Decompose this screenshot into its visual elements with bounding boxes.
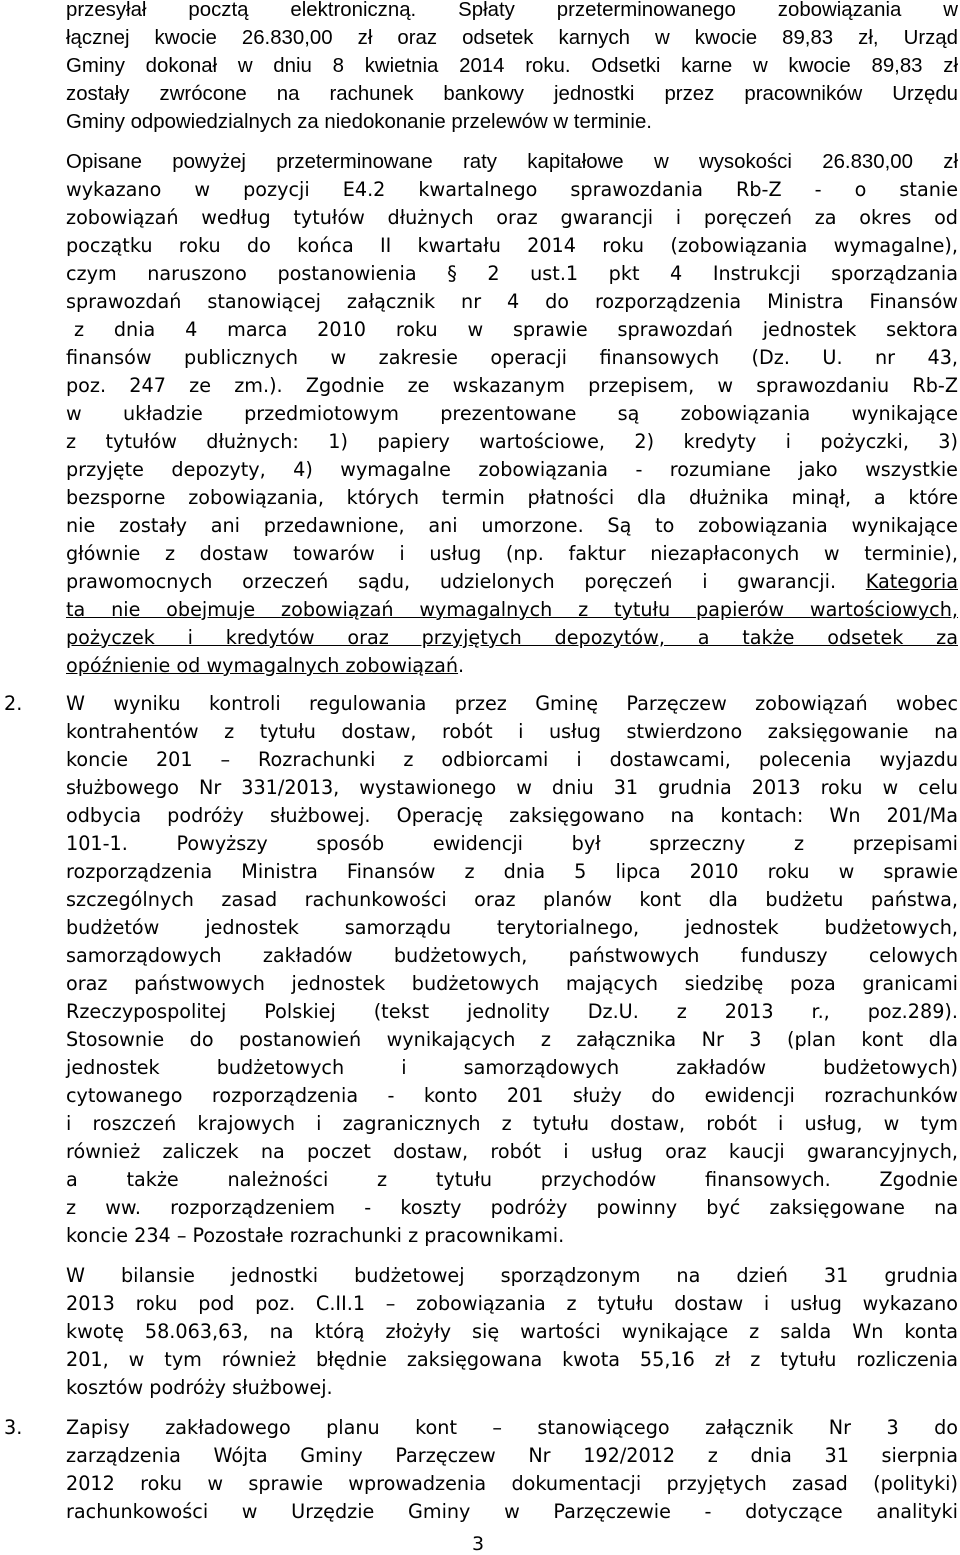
text-line: koncie 234 – Pozostałe rozrachunki z pracownikami. xyxy=(66,1224,565,1247)
text-line: samorządowych zakładów budżetowych, państwowych funduszy celowych xyxy=(66,944,958,967)
text-line xyxy=(66,652,958,680)
page-number: 3 xyxy=(472,1533,485,1555)
text-line: rachunkowości w Urzędzie Gminy w Parzęczewie - dotyczące analityki xyxy=(66,1500,958,1523)
text-line: kwotę 58.063,63, na którą złożyły się wartości wynikające z salda Wn konta xyxy=(66,1320,958,1343)
underlined-line: pożyczek i kredytów oraz przyjętych depozytów, a także odsetek za xyxy=(66,626,958,649)
text-line: z dnia 4 marca 2010 roku w sprawie sprawozdań jednostek sektora xyxy=(74,318,958,341)
text-line: bezsporne zobowiązania, których termin płatności dla dłużnika minął, a które xyxy=(66,486,958,509)
text-line: głównie z dostaw towarów i usług (np. faktur niezapłaconych w terminie), xyxy=(66,542,958,565)
underlined-line: ta nie obejmuje zobowiązań wymagalnych z tytułu papierów wartościowych, xyxy=(66,598,958,621)
text-line: Stosownie do postanowień wynikających z załącznika Nr 3 (plan kont dla xyxy=(66,1028,958,1051)
text-line: przyjęte depozyty, 4) wymagalne zobowiązania - rozumiane jako wszystkie xyxy=(66,458,958,481)
text-line: odbycia podróży służbowej. Operację zaksięgowano na kontach: Wn 201/Ma xyxy=(66,804,958,827)
text-line: finansów publicznych w zakresie operacji finansowych (Dz. U. nr 43, xyxy=(66,346,958,369)
text-line: poz. 247 ze zm.). Zgodnie ze wskazanym przepisem, w sprawozdaniu Rb-Z xyxy=(66,374,958,397)
text-line: służbowego Nr 331/2013, wystawionego w dniu 31 grudnia 2013 roku w celu xyxy=(66,776,958,799)
text-line: W wyniku kontroli regulowania przez Gminę Parzęczew zobowiązań wobec xyxy=(66,692,958,715)
text-line: a także należności z tytułu przychodów finansowych. Zgodnie xyxy=(66,1168,958,1191)
text-line: łącznej kwocie 26.830,00 zł oraz odsetek karnych w kwocie 89,83 zł, Urząd xyxy=(66,27,958,49)
text-line xyxy=(66,568,958,596)
text-line: również zaliczek na poczet dostaw, robót i usług oraz kaucji gwarancyjnych, xyxy=(66,1140,958,1163)
text-line: nie zostały ani przedawnione, ani umorzone. Są to zobowiązania wynikające xyxy=(66,514,958,537)
text-line: przesyłał pocztą elektroniczną. Spłaty przeterminowanego zobowiązania w xyxy=(66,0,958,21)
text-line: początku roku do końca II kwartału 2014 roku (zobowiązania wymagalne), xyxy=(66,234,958,257)
text-line: 2013 roku pod poz. C.II.1 – zobowiązania z tytułu dostaw i usług wykazano xyxy=(66,1292,958,1315)
text-segment: prawomocnych orzeczeń sądu, udzielonych poręczeń i gwarancji. xyxy=(66,570,866,593)
text-line: sprawozdań stanowiącej załącznik nr 4 do rozporządzenia Ministra Finansów xyxy=(66,290,958,313)
text-line: 201, w tym również błędnie zaksięgowana kwota 55,16 zł z tytułu rozliczenia xyxy=(66,1348,958,1371)
text-line: zostały zwrócone na rachunek bankowy jednostki przez pracowników Urzędu xyxy=(66,83,958,105)
list-number: 2. xyxy=(4,692,23,715)
text-line: kosztów podróży służbowej. xyxy=(66,1376,333,1399)
text-line: wykazano w pozycji E4.2 kwartalnego sprawozdania Rb-Z - o stanie xyxy=(66,178,958,201)
text-line: cytowanego rozporządzenia - konto 201 służy do ewidencji rozrachunków xyxy=(66,1084,958,1107)
underlined-text: opóźnienie od wymagalnych zobowiązań xyxy=(66,654,459,677)
text-line: oraz państwowych jednostek budżetowych mających siedzibę poza granicami xyxy=(66,972,958,995)
text-segment: . xyxy=(458,654,465,677)
text-line: 2012 roku w sprawie wprowadzenia dokumentacji przyjętych zasad (polityki) xyxy=(66,1472,958,1495)
text-line: z ww. rozporządzeniem - koszty podróży powinny być zaksięgowane na xyxy=(66,1196,958,1219)
text-line: kontrahentów z tytułu dostaw, robót i usług stwierdzono zaksięgowanie na xyxy=(66,720,958,743)
text-line: Gminy dokonał w dniu 8 kwietnia 2014 roku. Odsetki karne w kwocie 89,83 zł xyxy=(66,55,958,77)
text-line: rozporządzenia Ministra Finansów z dnia 5 lipca 2010 roku w sprawie xyxy=(66,860,958,883)
text-line: w układzie przedmiotowym prezentowane są zobowiązania wynikające xyxy=(66,402,958,425)
text-line: Opisane powyżej przeterminowane raty kapitałowe w wysokości 26.830,00 zł xyxy=(66,151,958,173)
text-line: koncie 201 – Rozrachunki z odbiorcami i dostawcami, polecenia wyjazdu xyxy=(66,748,958,771)
text-line: Zapisy zakładowego planu kont – stanowiącego załącznik Nr 3 do xyxy=(66,1416,958,1439)
text-line: zarządzenia Wójta Gminy Parzęczew Nr 192/2012 z dnia 31 sierpnia xyxy=(66,1444,958,1467)
text-line: szczególnych zasad rachunkowości oraz planów kont dla budżetu państwa, xyxy=(66,888,958,911)
underlined-text: Kategoria xyxy=(865,570,958,593)
list-number: 3. xyxy=(4,1416,23,1439)
text-line: z tytułów dłużnych: 1) papiery wartościowe, 2) kredyty i pożyczki, 3) xyxy=(66,430,958,453)
text-line: budżetów jednostek samorządu terytorialnego, jednostek budżetowych, xyxy=(66,916,958,939)
text-line: Gminy odpowiedzialnych za niedokonanie przelewów w terminie. xyxy=(66,111,652,133)
text-line: Rzeczypospolitej Polskiej (tekst jednolity Dz.U. z 2013 r., poz.289). xyxy=(66,1000,958,1023)
text-line: W bilansie jednostki budżetowej sporządzonym na dzień 31 grudnia xyxy=(66,1264,958,1287)
text-line: 101-1. Powyższy sposób ewidencji był sprzeczny z przepisami xyxy=(66,832,958,855)
text-line: i roszczeń krajowych i zagranicznych z tytułu dostaw, robót i usług, w tym xyxy=(66,1112,958,1135)
text-line: zobowiązań według tytułów dłużnych oraz gwarancji i poręczeń za okres od xyxy=(66,206,958,229)
text-line: jednostek budżetowych i samorządowych zakładów budżetowych) xyxy=(66,1056,958,1079)
text-line: czym naruszono postanowienia § 2 ust.1 pkt 4 Instrukcji sporządzania xyxy=(66,262,958,285)
